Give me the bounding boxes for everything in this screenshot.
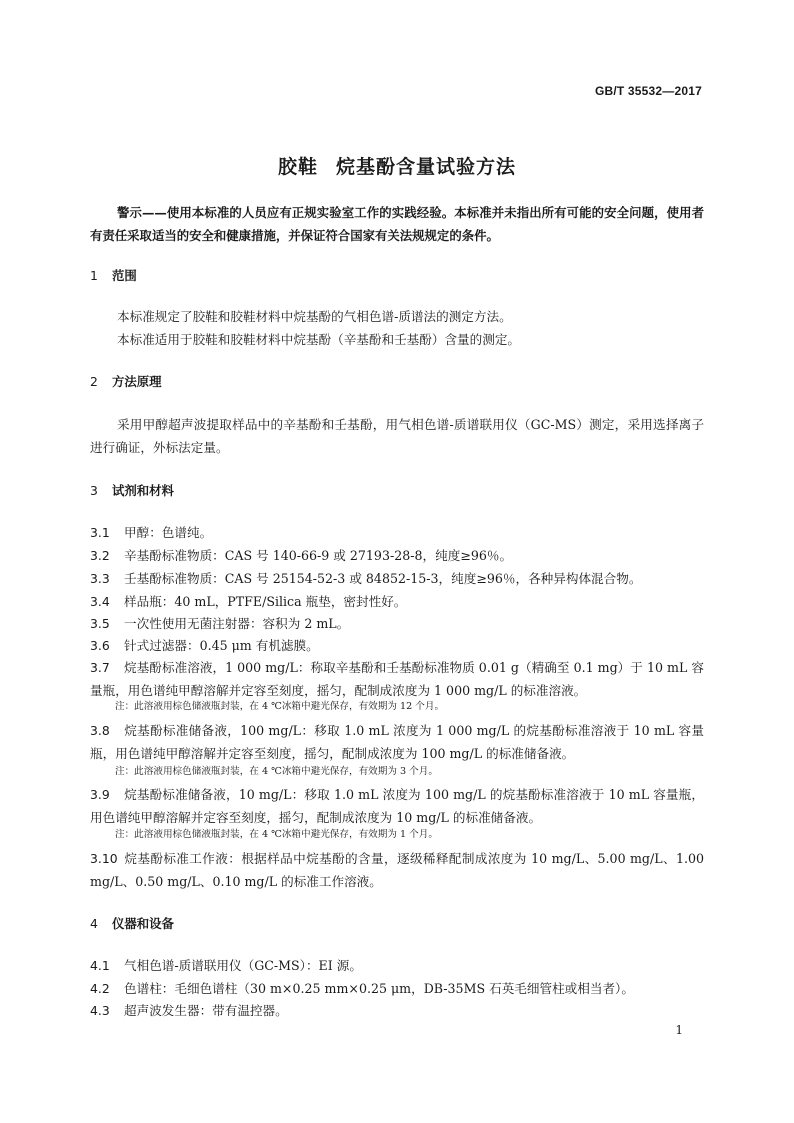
item-number: 4.2 [90,981,110,996]
reagent-item-3-4 [90,590,704,613]
reagent-note-3-8: 注：此溶液用棕色储液瓶封装，在 4 ℃冰箱中避光保存，有效期为 3 个月。 [115,766,438,777]
item-number: 4.3 [90,1003,110,1018]
item-text: 甲醇：色谱纯。 [124,525,213,540]
item-text: 针式过滤器：0.45 μm 有机滤膜。 [124,638,319,653]
reagent-item-3-5 [90,612,704,635]
item-text: 一次性使用无菌注射器：容积为 2 mL。 [124,616,350,631]
item-text: 样品瓶：40 mL，PTFE/Silica 瓶垫，密封性好。 [124,594,407,609]
item-text: 色谱柱：毛细色谱柱（30 m×0.25 mm×0.25 μm，DB-35MS 石英毛细管柱或相当者）。 [124,981,634,996]
item-number: 3.9 [90,787,110,802]
section-title: 仪器和设备 [112,916,174,931]
item-number: 3.5 [90,616,110,631]
reagent-item-3-1 [90,521,704,544]
principle-paragraph: 采用甲醇超声波提取样品中的辛基酚和壬基酚，用气相色谱-质谱联用仪（GC-MS）测定，采用选择离子进行确证，外标法定量。 [90,417,704,455]
instrument-item-4-1 [90,954,704,977]
item-number: 3.2 [90,548,110,563]
title-part-1: 胶鞋 [277,156,318,178]
reagent-note-3-9: 注：此溶液用棕色储液瓶封装，在 4 ℃冰箱中避光保存，有效期为 1 个月。 [115,829,438,840]
item-text: 超声波发生器：带有温控器。 [124,1003,288,1018]
item-text: 烷基酚标准工作液：根据样品中烷基酚的含量，逐级稀释配制成浓度为 10 mg/L、5.00 mg/L、1.00 mg/L、0.50 mg/L、0.10 mg/L 的标准工作溶液。 [90,851,704,889]
section-heading-3 [90,481,174,501]
instrument-item-4-3 [90,999,704,1022]
item-text: 辛基酚标准物质：CAS 号 140-66-9 或 27193-28-8，纯度≥96％。 [124,548,513,563]
reagent-note-3-7: 注：此溶液用棕色储液瓶封装，在 4 ℃冰箱中避光保存，有效期为 12 个月。 [115,701,445,712]
item-number: 3.8 [90,723,110,738]
item-text: 烷基酚标准溶液，1 000 mg/L：称取辛基酚和壬基酚标准物质 0.01 g（精确至 0.1 mg）于 10 mL 容量瓶，用色谱纯甲醇溶解并定容至刻度，摇匀，配制成浓度为 1 000 mg/L 的标准溶液。 [90,660,704,698]
warning-paragraph: 警示——使用本标准的人员应有正规实验室工作的实践经验。本标准并未指出所有可能的安全问题，使用者有责任采取适当的安全和健康措施，并保证符合国家有关法规规定的条件。 [90,205,704,243]
section-number: 1 [90,268,98,283]
item-text: 气相色谱-质谱联用仪（GC-MS）：EI 源。 [124,958,362,973]
section-title: 方法原理 [112,374,162,389]
section-number: 3 [90,483,98,498]
item-number: 4.1 [90,958,110,973]
reagent-item-3-8 [90,719,704,765]
item-number: 3.4 [90,594,110,609]
section-title: 范围 [112,268,137,283]
item-number: 3.3 [90,571,110,586]
section-heading-2 [90,372,162,392]
reagent-item-3-2 [90,544,704,567]
section-title: 试剂和材料 [112,483,174,498]
reagent-item-3-7 [90,656,704,702]
item-number: 3.1 [90,525,110,540]
section-number: 2 [90,374,98,389]
item-text: 烷基酚标准储备液，100 mg/L：移取 1.0 mL 浓度为 1 000 mg/L 的烷基酚标准溶液于 10 mL 容量瓶，用色谱纯甲醇溶解并定容至刻度，摇匀，配制成浓度为 100 mg/L 的标准储备液。 [90,723,704,761]
section-heading-1 [90,266,137,286]
standard-code: GB/T 35532—2017 [594,84,702,98]
scope-paragraph-1: 本标准规定了胶鞋和胶鞋材料中烷基酚的气相色谱-质谱法的测定方法。 [117,309,512,324]
document-title [0,152,794,179]
scope-paragraph-2: 本标准适用于胶鞋和胶鞋材料中烷基酚（辛基酚和壬基酚）含量的测定。 [117,332,520,347]
reagent-item-3-3 [90,567,704,590]
item-number: 3.7 [90,660,110,675]
instrument-item-4-2 [90,977,704,1000]
section-heading-4 [90,914,174,934]
page-number: 1 [675,1023,683,1037]
reagent-item-3-10 [90,847,704,893]
section-number: 4 [90,916,98,931]
reagent-item-3-9 [90,783,704,829]
title-part-2: 烷基酚含量试验方法 [336,156,517,178]
reagent-item-3-6 [90,634,704,657]
item-number: 3.6 [90,638,110,653]
item-number: 3.10 [90,851,118,866]
item-text: 壬基酚标准物质：CAS 号 25154-52-3 或 84852-15-3，纯度≥96％，各种异构体混合物。 [124,571,642,586]
item-text: 烷基酚标准储备液，10 mg/L：移取 1.0 mL 浓度为 100 mg/L 的烷基酚标准溶液于 10 mL 容量瓶，用色谱纯甲醇溶解并定容至刻度，摇匀，配制成浓度为 10 mg/L 的标准储备液。 [90,787,704,825]
